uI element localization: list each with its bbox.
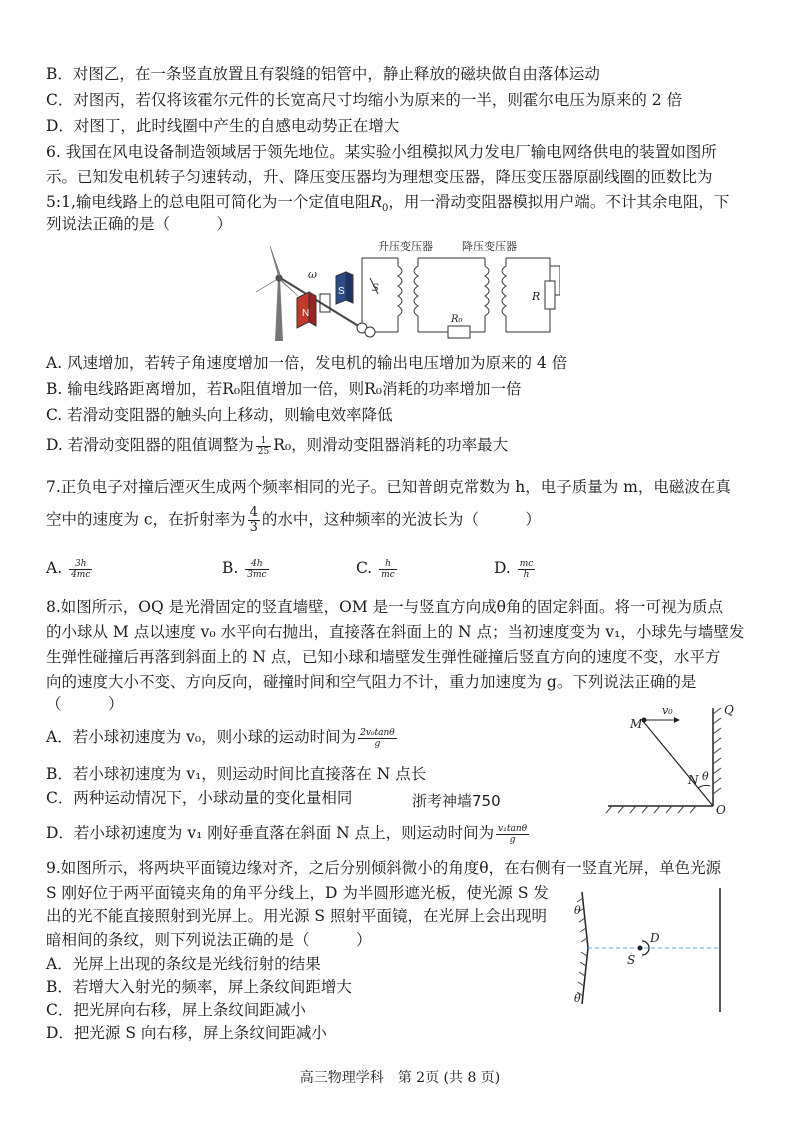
- q9-stem-line4: 暗相间的条纹，则下列说法正确的是（ ）: [46, 931, 372, 949]
- q9-stem-line1: 9.如图所示，将两块平面镜边缘对齐，之后分别倾斜微小的角度θ，在右侧有一竖直光屏，单色光源: [46, 859, 722, 877]
- q6-option-a: A. 风速增加，若转子角速度增加一倍，发电机的输出电压增加为原来的 4 倍: [46, 354, 568, 372]
- step-down-label: 降压变压器: [462, 240, 517, 253]
- omega-label: ω: [308, 268, 317, 281]
- pole-n-label: N: [302, 308, 310, 319]
- r0-label: R₀: [451, 314, 463, 325]
- r0-resistor: [448, 326, 470, 338]
- q8-option-b: B．若小球初速度为 v₁，则运动时间比直接落在 N 点长: [46, 765, 427, 783]
- theta-label: θ: [702, 770, 709, 783]
- q7-option-c: C. $\frac{h}{mc}$: [356, 558, 395, 580]
- q9-stem-line3: 出的光不能直接照射到光屏上。用光源 S 照射平面镜，在光屏上会出现明: [46, 907, 547, 925]
- point-m-label: M: [630, 717, 643, 731]
- q7-option-d: D. $\frac{mc}{h}$: [494, 558, 534, 580]
- point-n-label: N: [688, 773, 699, 787]
- incline-wall-diagram: [600, 700, 750, 820]
- q6-option-d: D. 若滑动变阻器的阻值调整为 $\frac{1}{25}$ R₀，则滑动变阻器消耗的功率最大: [46, 435, 509, 457]
- theta-bottom-label: θ: [574, 992, 581, 1005]
- q7-option-a: A. $\frac{3h}{4mc}$: [46, 558, 91, 580]
- q6-option-b: B. 输电线路距离增加，若R₀阻值增加一倍，则R₀消耗的功率增加一倍: [46, 380, 522, 398]
- q6-stem-line2: 示。已知发电机转子匀速转动，升、降压变压器均为理想变压器，降压变压器原副线圈的匝数比为: [46, 168, 713, 186]
- page-footer: 高三物理学科 第 2页 (共 8 页): [299, 1070, 501, 1086]
- q6-stem-line3: 5:1,输电线路上的总电阻可简化为一个定值电阻$R_0$，用一滑动变阻器模拟用户端。不计其余电阻，下: [46, 193, 730, 215]
- q9-option-a: A．光屏上出现的条纹是光线衍射的结果: [46, 955, 321, 973]
- q8-stem-line2: 的小球从 M 点以速度 v₀ 水平向右抛出，直接落在斜面上的 N 点；当初速度变为 v₁，小球先与墙壁发: [46, 623, 745, 641]
- q6-stem-line4: 列说法正确的是（ ）: [46, 215, 233, 233]
- q5-option-c: C．对图丙，若仅将该霍尔元件的长宽高尺寸均缩小为原来的一半，则霍尔电压为原来的 2 倍: [46, 91, 683, 109]
- source-s-label: S: [627, 953, 636, 967]
- q8-stem-line4: 向的速度大小不变、方向反向，碰撞时间和空气阻力不计，重力加速度为 g。下列说法正确的是: [46, 673, 697, 691]
- q9-option-c: C．把光屏向右移，屏上条纹间距减小: [46, 1001, 306, 1019]
- pole-s-label: S: [338, 286, 345, 297]
- q8-stem-line3: 生弹性碰撞后再落到斜面上的 N 点，已知小球和墙壁发生弹性碰撞后竖直方向的速度不变，水平方: [46, 648, 721, 666]
- q9-option-d: D．把光源 S 向右移，屏上条纹间距减小: [46, 1024, 327, 1042]
- double-mirror-diagram: [572, 884, 752, 1024]
- magnet-s-pole: [336, 272, 353, 304]
- wind-power-diagram: [250, 236, 560, 346]
- point-q-label: Q: [724, 703, 734, 717]
- wind-turbine-icon: [256, 246, 298, 341]
- q5-option-d: D．对图丁，此时线圈中产生的自感电动势正在增大: [46, 117, 400, 135]
- q5-option-b: B．对图乙，在一条竖直放置且有裂缝的铝管中，静止释放的磁块做自由落体运动: [46, 65, 600, 83]
- q9-option-b: B．若增大入射光的频率，屏上条纹间距增大: [46, 978, 352, 996]
- v0-label: v₀: [662, 704, 673, 717]
- slide-rheostat: [545, 281, 555, 309]
- switch-label: S: [372, 283, 379, 294]
- q7-option-b: B. $\frac{4h}{3mc}$: [222, 558, 267, 580]
- q9-stem-line2: S 刚好位于两平面镜夹角的角平分线上，D 为半圆形遮光板，使光源 S 发: [46, 884, 549, 902]
- q8-option-a: A．若小球初速度为 v₀，则小球的运动时间为 $\frac{\text{2v₀tanθ}}{g}$: [46, 727, 395, 749]
- q6-stem-line1: 6. 我国在风电设备制造领域居于领先地位。某实验小组模拟风力发电厂输电网络供电的装置如图所: [46, 143, 717, 161]
- q6-option-c: C. 若滑动变阻器的触头向上移动，则输电效率降低: [46, 406, 393, 424]
- watermark-text: 浙考神墙750: [412, 792, 501, 810]
- q8-stem-line5: （ ）: [46, 695, 124, 713]
- r-label: R: [532, 290, 541, 303]
- q8-option-d: D．若小球初速度为 v₁ 刚好垂直落在斜面 N 点上，则运动时间为 $\frac{\text{v₁tanθ}}{g}$: [46, 823, 528, 845]
- theta-top-label: θ: [574, 904, 581, 917]
- point-o-label: O: [716, 803, 726, 817]
- q7-stem-line1: 7.正负电子对撞后湮灭生成两个频率相同的光子。已知普朗克常数为 h，电子质量为 m，电磁波在真: [46, 478, 731, 496]
- q8-stem-line1: 8.如图所示，OQ 是光滑固定的竖直墙壁，OM 是一与竖直方向成θ角的固定斜面。将一可视为质点: [46, 598, 723, 616]
- q8-option-c: C．两种运动情况下，小球动量的变化量相同: [46, 789, 353, 807]
- step-up-label: 升压变压器: [378, 240, 433, 253]
- q7-stem-line2: 空中的速度为 c，在折射率为 $\frac{4}{3}$ 的水中，这种频率的光波长为（ ）: [46, 505, 541, 535]
- shield-d-label: D: [650, 931, 660, 945]
- magnet-n-pole: [297, 292, 316, 328]
